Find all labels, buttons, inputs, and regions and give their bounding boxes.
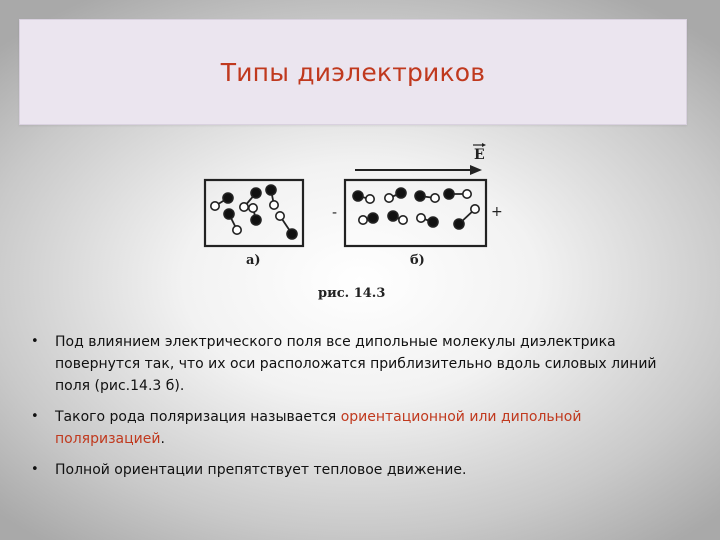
bullet-text: Полной ориентации препятствует тепловое движение.: [55, 462, 467, 478]
charge-a1-neg: [211, 202, 219, 210]
charge-a3-pos: [251, 188, 261, 198]
plus-sign: +: [491, 204, 503, 220]
field-arrow-head: [470, 165, 482, 175]
charge-b8-neg: [471, 205, 479, 213]
label-b: б): [410, 253, 425, 268]
bullet-text: Под влиянием электрического поля все дипольные молекулы диэлектрика повернутся так, что их оси расположатся приблизительно вдоль силовых линий поля (рис.14.3 б).: [55, 334, 657, 394]
charge-b5-neg: [359, 216, 367, 224]
charge-b6-pos: [388, 211, 398, 221]
charge-b3-pos: [415, 191, 425, 201]
charge-a2-neg: [233, 226, 241, 234]
label-a: а): [246, 253, 261, 268]
charge-a3-neg: [240, 203, 248, 211]
bullet-item: [30, 459, 690, 481]
charge-a6-pos: [287, 229, 297, 239]
bullet-dot: •: [31, 462, 39, 477]
charge-b7-neg: [417, 214, 425, 222]
charge-a1-pos: [223, 193, 233, 203]
bullet-item: [30, 406, 690, 450]
charge-b2-pos: [396, 188, 406, 198]
charge-a6-neg: [276, 212, 284, 220]
charge-a5-neg: [270, 201, 278, 209]
dipole-figure: [195, 138, 515, 308]
field-label: E: [474, 147, 485, 163]
charge-b2-neg: [385, 194, 393, 202]
charge-b4-neg: [463, 190, 471, 198]
charge-b6-neg: [399, 216, 407, 224]
charge-b1-pos: [353, 191, 363, 201]
bullet-text: Такого рода поляризация называется: [55, 409, 341, 425]
charge-b8-pos: [454, 219, 464, 229]
charge-a5-pos: [266, 185, 276, 195]
charge-b4-pos: [444, 189, 454, 199]
bullet-dot: •: [31, 334, 39, 349]
charge-a2-pos: [224, 209, 234, 219]
figure-caption: рис. 14.3: [318, 286, 386, 301]
bullet-text-end: .: [160, 431, 165, 447]
bullet-item: [30, 331, 690, 397]
highlight-text: ориентационной или дипольной поляризацией: [55, 409, 582, 447]
charge-b5-pos: [368, 213, 378, 223]
charge-a4-pos: [251, 215, 261, 225]
bullet-dot: •: [31, 409, 39, 424]
bullet-list: [30, 331, 690, 490]
title-box: [19, 19, 687, 125]
slide-title: Типы диэлектриков: [220, 57, 486, 87]
charge-b1-neg: [366, 195, 374, 203]
minus-sign: -: [332, 205, 338, 221]
charge-b7-pos: [428, 217, 438, 227]
charge-a4-neg: [249, 204, 257, 212]
charge-b3-neg: [431, 194, 439, 202]
